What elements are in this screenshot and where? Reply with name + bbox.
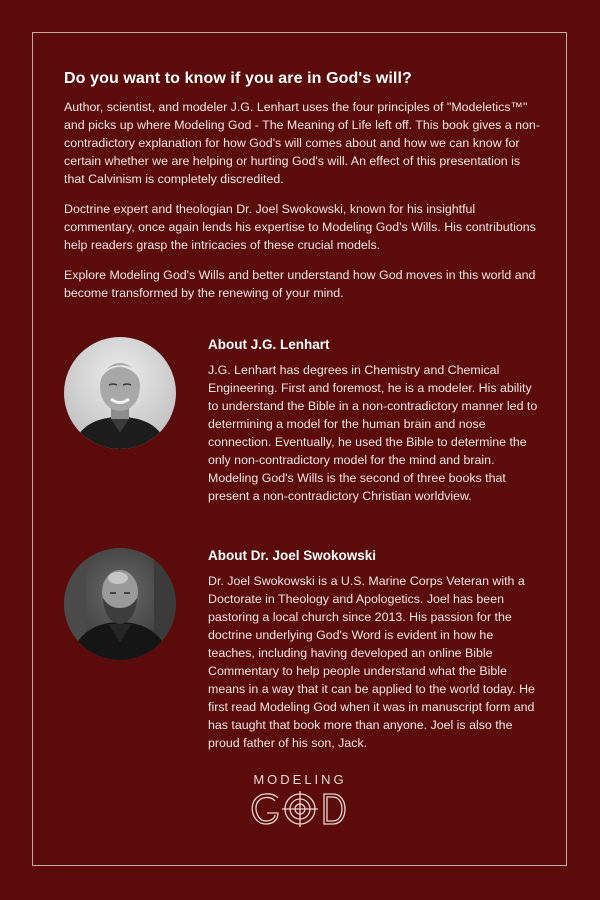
lenhart-photo (64, 337, 176, 449)
logo-god-wordmark (245, 789, 355, 829)
intro-paragraph-2: Doctrine expert and theologian Dr. Joel Swokowski, known for his insightful commentary, once again lends his expertise to Modeling God's Wills. His contributions help readers grasp the intricacies of these crucial models. (64, 202, 536, 252)
lenhart-bio: J.G. Lenhart has degrees in Chemistry and Chemical Engineering. First and foremost, he is a modeler. His ability to understand the Bible in a non-contradictory manner led to determining a model for the human brain and nose connection. Eventually, he used the Bible to determine the only non-contradictory model for the mind and brain. Modeling God's Wills is the second of three books that present a non-contradictory Christian worldview. (208, 363, 538, 503)
intro-paragraph-3: Explore Modeling God's Wills and better understand how God moves in this world and become transformed by the renewing of your mind. (64, 268, 536, 300)
intro-section (64, 70, 542, 314)
swokowski-bio: Dr. Joel Swokowski is a U.S. Marine Corps Veteran with a Doctorate in Theology and Apologetics. Joel has been pastoring a local church since 2013. His passion for the doctrine underlying God's Word is evident in how he teaches, including having developed an online Bible Commentary to help people understand what the Bible means in a way that it can be applied to the world today. He first read Modeling God when it was in manuscript form and has taught that book more than anyone. Joel is also the proud father of his son, Jack. (208, 574, 535, 750)
intro-paragraph-1: Author, scientist, and modeler J.G. Lenhart uses the four principles of "Modeletics™" and picks up where Modeling God - The Meaning of Life left off. This book gives a non-contradictory explanation for how God's will comes about and how we can know for certain whether we are helping or hurting God's will. An effect of this presentation is that Calvinism is completely discredited. (64, 100, 540, 186)
swokowski-photo (64, 548, 176, 660)
intro-heading: Do you want to know if you are in God's will? (64, 70, 412, 87)
logo-top-text: MODELING (253, 772, 347, 787)
modeling-god-logo (240, 772, 360, 834)
lenhart-text (208, 337, 542, 505)
swokowski-text (208, 548, 542, 752)
lenhart-heading: About J.G. Lenhart (208, 337, 330, 352)
swokowski-heading: About Dr. Joel Swokowski (208, 548, 377, 563)
